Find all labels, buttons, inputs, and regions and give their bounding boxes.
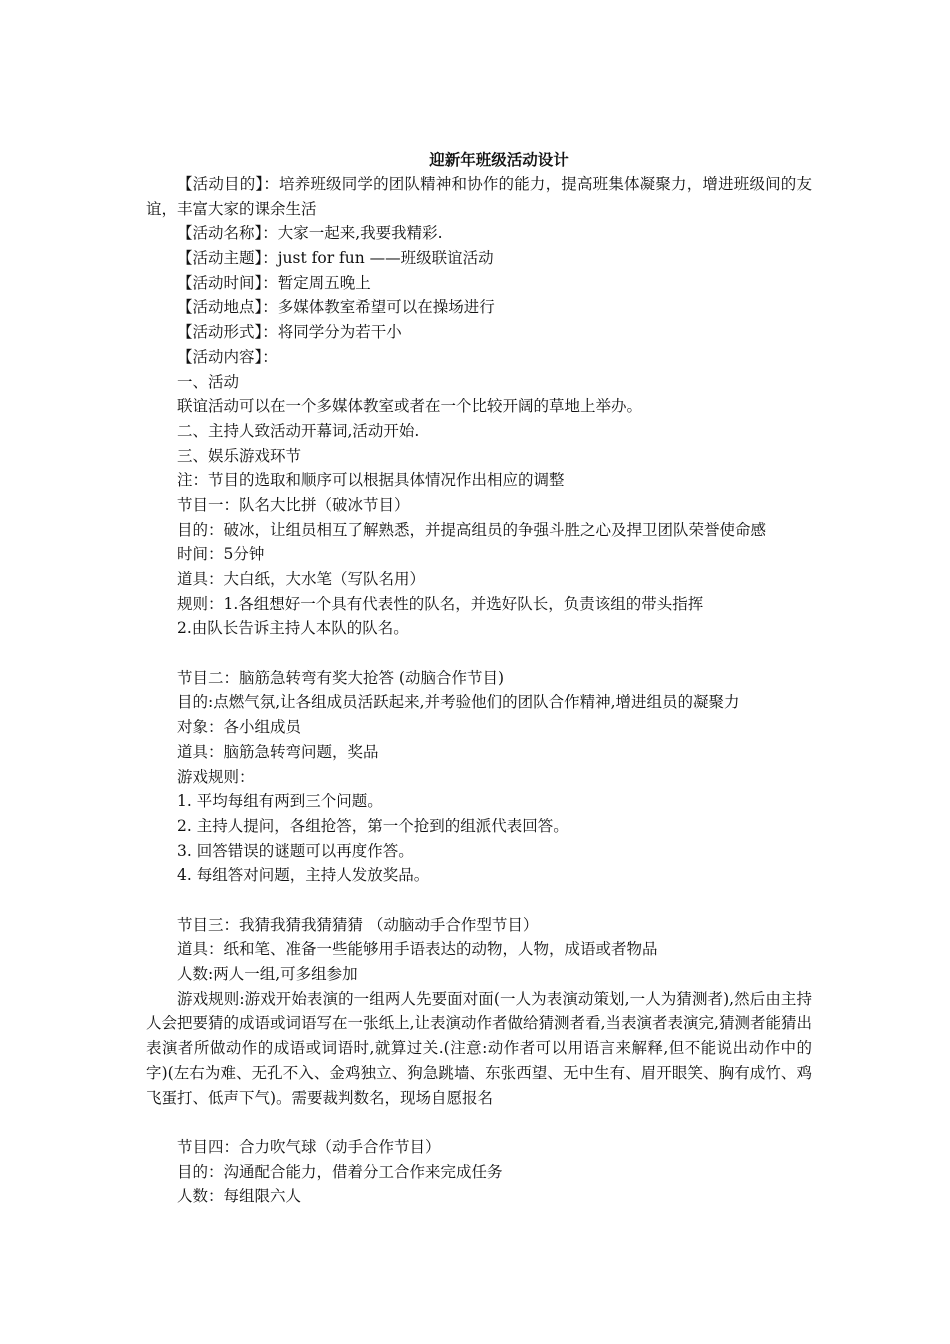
activity-purpose: 【活动目的】：培养班级同学的团队精神和协作的能力，提高班集体凝聚力，增进班级间的友谊，丰富大家的课余生活 (146, 175, 812, 218)
program-4-title: 节目四：合力吹气球（动手合作节目） (177, 1137, 441, 1156)
program-2-rule-4: 4. 每组答对问题，主持人发放奖品。 (177, 866, 430, 885)
document-page (146, 148, 812, 1209)
blank-line (146, 888, 812, 913)
blank-line (146, 641, 812, 666)
section-2-heading: 二、主持人致活动开幕词,活动开始. (177, 421, 420, 440)
activity-place: 【活动地点】：多媒体教室希望可以在操场进行 (177, 298, 495, 317)
program-2-props: 道具：脑筋急转弯问题，奖品 (177, 742, 379, 761)
program-1-rule-1: 规则：1.各组想好一个具有代表性的队名，并选好队长，负责该组的带头指挥 (177, 594, 704, 613)
program-1-rule-2: 2.由队长告诉主持人本队的队名。 (177, 619, 409, 638)
section-1-heading: 一、活动 (177, 372, 240, 391)
section-1-text: 联谊活动可以在一个多媒体教室或者在一个比较开阔的草地上举办。 (177, 397, 643, 416)
blank-line (146, 1110, 812, 1135)
program-4-goal: 目的：沟通配合能力，借着分工合作来完成任务 (177, 1162, 503, 1181)
program-2-rule-3: 3. 回答错误的谜题可以再度作答。 (177, 841, 414, 860)
program-3-people: 人数:两人一组,可多组参加 (177, 965, 358, 984)
program-1-time: 时间：5分钟 (177, 545, 265, 564)
activity-time: 【活动时间】：暂定周五晚上 (177, 273, 371, 292)
program-2-rule-2: 2. 主持人提问，各组抢答，第一个抢到的组派代表回答。 (177, 816, 569, 835)
program-2-title: 节目二：脑筋急转弯有奖大抢答 (动脑合作节目) (177, 668, 505, 687)
program-2-rule-1: 1. 平均每组有两到三个问题。 (177, 792, 383, 811)
program-2-rules-title: 游戏规则： (177, 767, 255, 786)
section-3-heading: 三、娱乐游戏环节 (177, 446, 302, 465)
program-2-goal: 目的:点燃气氛,让各组成员活跃起来,并考验他们的团队合作精神,增进组员的凝聚力 (177, 693, 740, 712)
program-2-target: 对象：各小组成员 (177, 718, 302, 737)
section-3-note: 注：节目的选取和顺序可以根据具体情况作出相应的调整 (177, 471, 565, 490)
program-3-rules: 游戏规则:游戏开始表演的一组两人先要面对面(一人为表演动策划,一人为猜测者),然后由主持人会把要猜的成语或词语写在一张纸上,让表演动作者做给猜测者看,当表演者表演完,猜测者能猜出表演者所做动作的成语或词语时,就算过关.(注意:动作者可以用语言来解释,但不能说出动作中的字)(左右为难、无孔不入、金鸡独立、狗急跳墙、东张西望、无中生有、眉开眼笑、胸有成竹、鸡飞蛋打、低声下气)。需要裁判数名，现场自愿报名 (146, 989, 812, 1107)
program-3-props: 道具：纸和笔、准备一些能够用手语表达的动物，人物，成语或者物品 (177, 940, 658, 959)
program-4-people: 人数：每组限六人 (177, 1187, 302, 1206)
program-1-props: 道具：大白纸，大水笔（写队名用） (177, 570, 426, 589)
program-3-title: 节目三：我猜我猜我猜猜猜 （动脑动手合作型节目） (177, 915, 539, 934)
activity-form: 【活动形式】：将同学分为若干小 (177, 323, 402, 342)
document-title: 迎新年班级活动设计 (429, 150, 569, 169)
activity-theme: 【活动主题】：just for fun ——班级联谊活动 (177, 249, 494, 268)
program-1-title: 节目一：队名大比拼（破冰节目） (177, 495, 410, 514)
program-1-goal: 目的：破冰，让组员相互了解熟悉，并提高组员的争强斗胜之心及捍卫团队荣誉使命感 (177, 520, 767, 539)
activity-content: 【活动内容】： (177, 347, 278, 366)
activity-name: 【活动名称】：大家一起来,我要我精彩. (177, 224, 443, 243)
